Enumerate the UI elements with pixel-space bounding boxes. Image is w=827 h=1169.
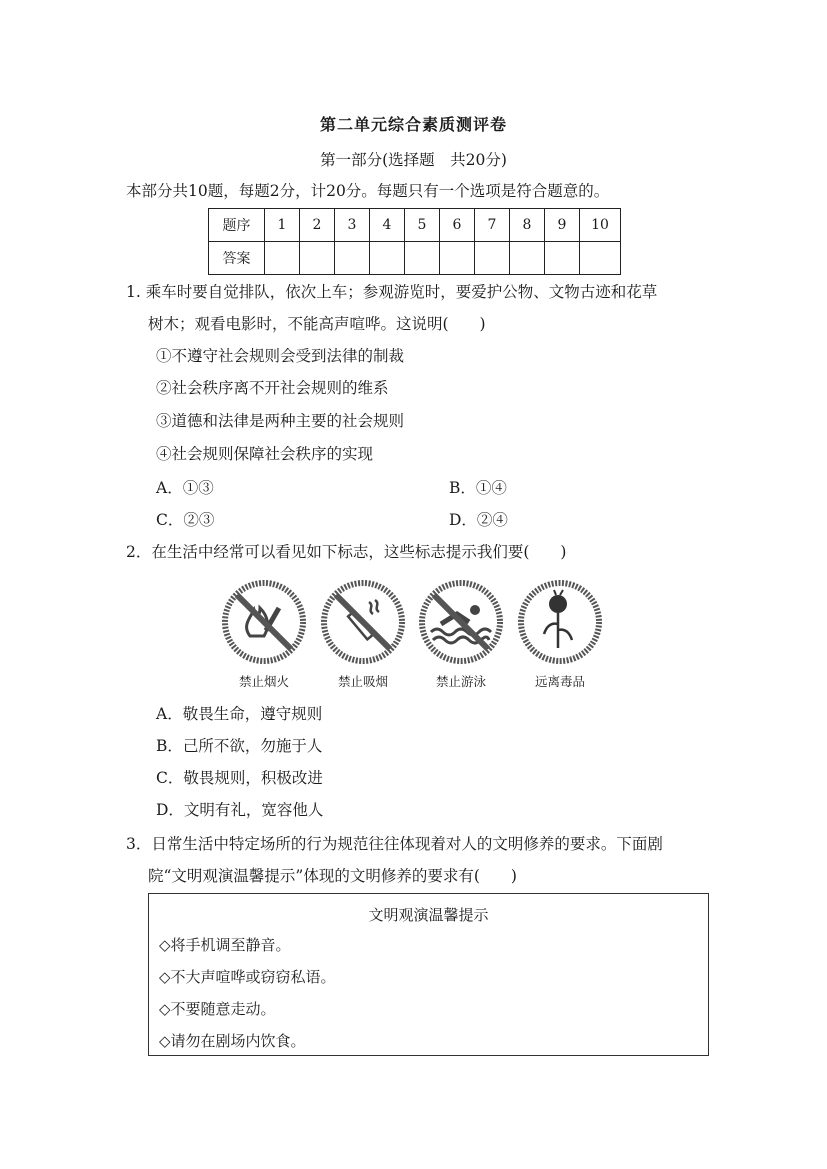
tips-box (148, 893, 709, 1056)
answer-cell[interactable] (405, 242, 440, 275)
sign-caption: 禁止吸烟 (337, 674, 388, 689)
sign-no-fire (220, 578, 308, 690)
answer-cell[interactable] (370, 242, 405, 275)
q1-statement: ④社会规则保障社会秩序的实现 (156, 445, 374, 463)
tips-box-item: ◇请勿在剧场内饮食。 (159, 1032, 306, 1050)
sign-caption: 远离毒品 (534, 674, 585, 689)
q2-option-b[interactable]: B．己所不欲，勿施于人 (156, 737, 323, 755)
q3-stem-line2: 院“文明观演温馨提示”体现的文明修养的要求有( ) (148, 867, 517, 885)
sign-stay-away-drugs (516, 578, 604, 690)
stay-away-drugs-icon (516, 578, 604, 666)
q2-stem: 2．在生活中经常可以看见如下标志，这些标志提示我们要( ) (126, 543, 567, 561)
answer-cell[interactable] (440, 242, 475, 275)
table-number: 2 (300, 209, 335, 242)
q1-option-c[interactable]: C．②③ (156, 511, 215, 529)
table-number: 8 (510, 209, 545, 242)
tips-box-item: ◇将手机调至静音。 (159, 936, 291, 954)
answer-table-number-row (209, 209, 621, 242)
answer-cell[interactable] (510, 242, 545, 275)
q2-option-c[interactable]: C．敬畏规则，积极改进 (156, 769, 323, 787)
answer-cell[interactable] (475, 242, 510, 275)
tips-box-item: ◇不大声喧哗或窃窃私语。 (159, 968, 336, 986)
no-fire-icon (220, 578, 308, 666)
q1-option-b[interactable]: B．①④ (449, 479, 507, 497)
table-number: 10 (580, 209, 621, 242)
page-title: 第二单元综合素质测评卷 (319, 115, 507, 134)
q1-stem-line1: 1. 乘车时要自觉排队，依次上车；参观游览时，要爱护公物、文物古迹和花草 (126, 283, 658, 301)
no-swimming-icon (417, 578, 505, 666)
instructions: 本部分共10题，每题2分，计20分。每题只有一个选项是符合题意的。 (126, 182, 610, 200)
answer-table (208, 208, 621, 275)
answer-cell[interactable] (335, 242, 370, 275)
sign-row (220, 578, 610, 690)
q1-statement: ②社会秩序离不开社会规则的维系 (156, 379, 389, 397)
q2-option-d[interactable]: D．文明有礼，宽容他人 (156, 801, 324, 819)
q2-option-a[interactable]: A．敬畏生命，遵守规则 (156, 705, 323, 723)
table-number: 4 (370, 209, 405, 242)
part-heading: 第一部分(选择题 共20分) (320, 151, 507, 169)
answer-cell[interactable] (300, 242, 335, 275)
sign-no-swimming (417, 578, 505, 690)
answer-cell[interactable] (545, 242, 580, 275)
q1-statement: ①不遵守社会规则会受到法律的制裁 (156, 347, 405, 365)
answer-cell[interactable] (580, 242, 621, 275)
q1-option-d[interactable]: D．②④ (449, 511, 508, 529)
q1-option-a[interactable]: A．①③ (156, 479, 214, 497)
tips-box-item: ◇不要随意走动。 (159, 1000, 276, 1018)
q1-statement: ③道德和法律是两种主要的社会规则 (156, 412, 405, 430)
sign-caption: 禁止游泳 (435, 674, 486, 689)
table-label-question-no: 题序 (209, 209, 265, 242)
table-label-answer: 答案 (209, 242, 265, 275)
table-number: 3 (335, 209, 370, 242)
answer-table-answer-row (209, 242, 621, 275)
table-number: 1 (265, 209, 300, 242)
sign-caption: 禁止烟火 (238, 674, 289, 689)
q3-stem-line1: 3．日常生活中特定场所的行为规范往往体现着对人的文明修养的要求。下面剧 (126, 835, 663, 853)
answer-cell[interactable] (265, 242, 300, 275)
tips-box-title: 文明观演温馨提示 (368, 906, 489, 924)
q1-stem-line2: 树木；观看电影时，不能高声喧哗。这说明( ) (148, 315, 486, 333)
table-number: 7 (475, 209, 510, 242)
table-number: 9 (545, 209, 580, 242)
table-number: 5 (405, 209, 440, 242)
no-smoking-icon (319, 578, 407, 666)
table-number: 6 (440, 209, 475, 242)
sign-no-smoking (319, 578, 407, 690)
